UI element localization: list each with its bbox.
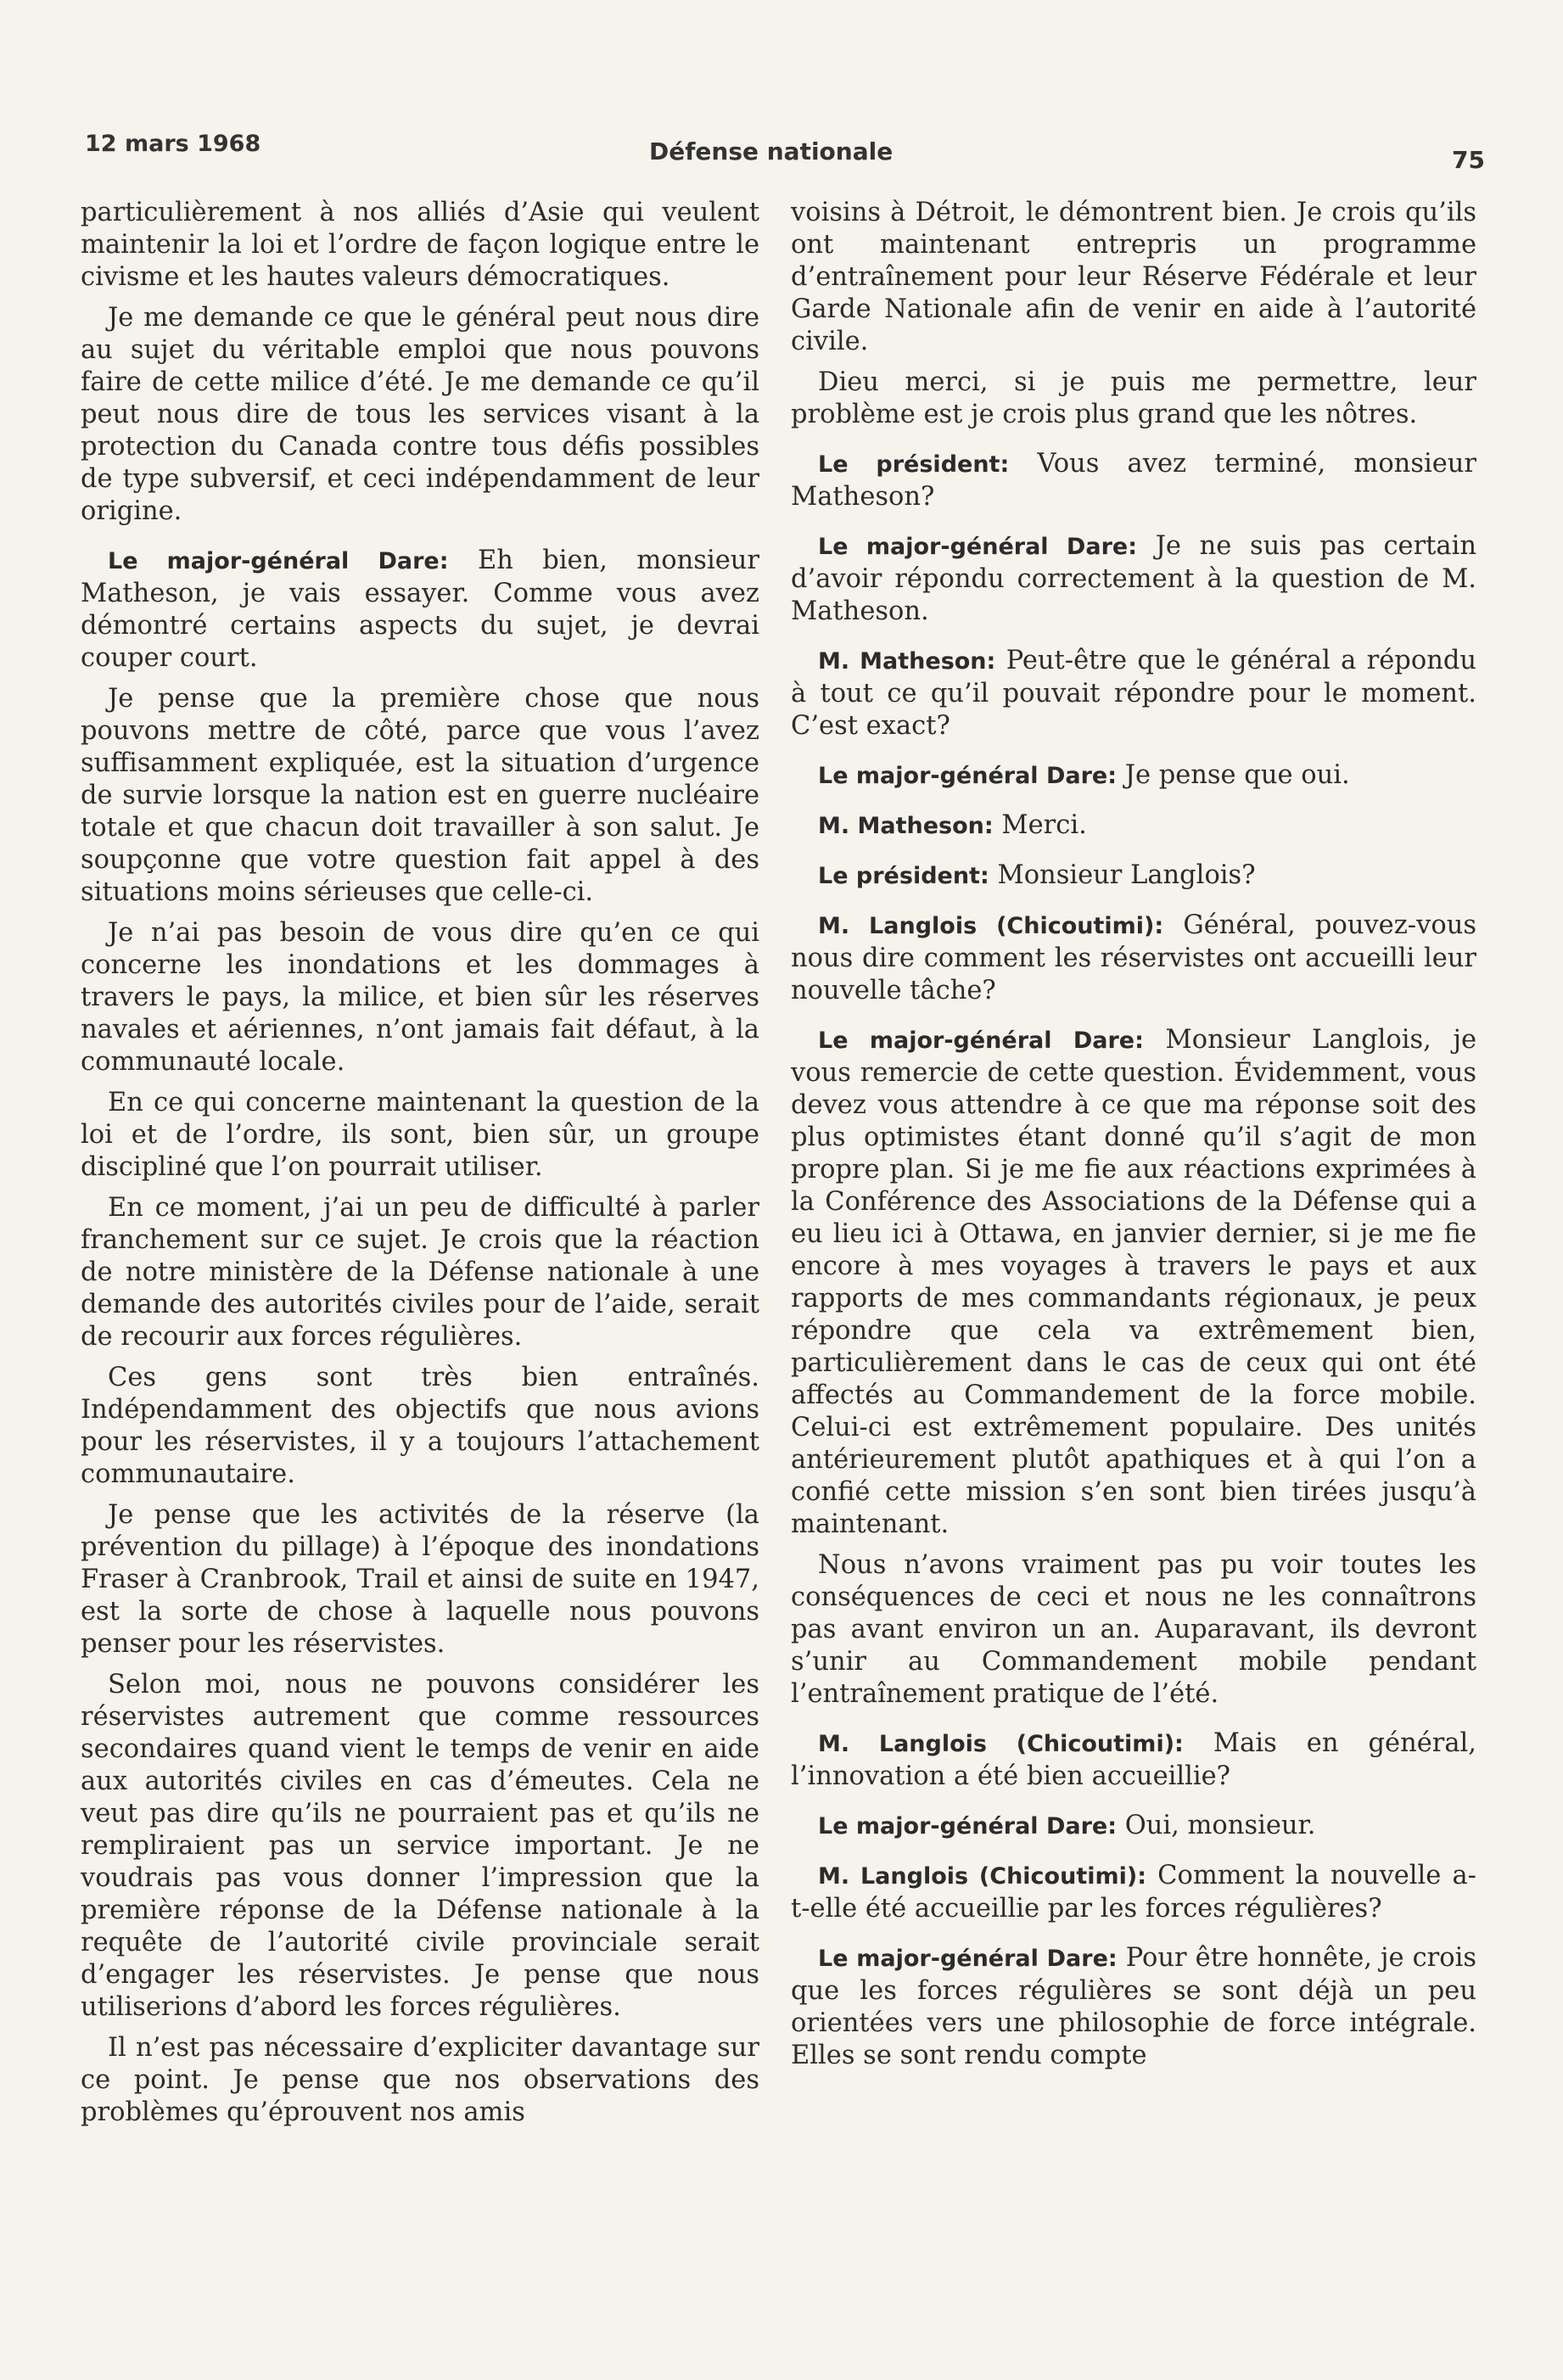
paragraph-text: Général, pouvez-vous nous dire comment les réservistes ont accueilli leur nouvelle tâche? [791,910,1476,1005]
speaker-name: M. Langlois (Chicoutimi): [818,1863,1147,1890]
paragraph-text: particulièrement à nos alliés d’Asie qui veulent maintenir la loi et l’ordre de façon logique entre le civisme et les hautes valeurs démocratiques. [81,198,759,292]
paragraph [81,683,759,909]
speech-paragraph [791,1728,1476,1793]
paragraph-text: Vous avez terminé, monsieur Matheson? [791,449,1477,512]
paragraph-text: Monsieur Langlois? [997,860,1256,890]
speech-paragraph [791,1860,1476,1925]
paragraph-text: Merci. [1001,810,1087,840]
paragraph [81,1669,759,2024]
speaker-name: M. Matheson: [818,813,994,839]
paragraph-text: Nous n’avons vraiment pas pu voir toutes les conséquences de ceci et nous ne les connaîtrons pas avant environ un an. Auparavant, ils devront s’unir au Commandement mobile pendant l’entraînement pratique de l’été. [791,1550,1476,1709]
speech-paragraph [791,645,1476,742]
speech-paragraph [791,759,1476,792]
speaker-name: Le major-général Dare: [818,763,1118,789]
paragraph-text: En ce qui concerne maintenant la question de la loi et de l’ordre, ils sont, bien sûr, un groupe discipliné que l’on pourrait utiliser. [81,1088,759,1182]
paragraph-text: Je pense que la première chose que nous pouvons mettre de côté, parce que vous l’avez suffisamment expliquée, est la situation d’urgence de survie lorsque la nation est en guerre nucléaire totale et que chacun doit travailler à son salut. Je soupçonne que votre question fait appel à des situations moins sérieuses que celle-ci. [81,684,759,907]
paragraph [81,1192,759,1353]
speech-paragraph [791,910,1476,1007]
speaker-name: Le major-général Dare: [818,1946,1118,1972]
paragraph [81,1499,759,1660]
paragraph-text: Je pense que les activités de la réserve (la prévention du pillage) à l’époque des inondations Fraser à Cranbrook, Trail et ainsi de suite en 1947, est la sorte de chose à laquelle nous pouvons penser pour les réservistes. [81,1500,759,1659]
speaker-name: Le major-général Dare: [818,534,1137,560]
paragraph-text: Selon moi, nous ne pouvons considérer les réservistes autrement que comme ressources secondaires quand vient le temps de venir en aide aux autorités civiles en cas d’émeutes. Cela ne veut pas dire qu’ils ne pourraient pas et qu’ils ne rempliraient pas un service important. Je ne voudrais pas vous donner l’impression que la première réponse de la Défense nationale à la requête de l’autorité civile provinciale serait d’engager les réservistes. Je pense que nous utiliserions d’abord les forces régulières. [81,1670,759,2022]
speaker-name: M. Matheson: [818,648,996,675]
paragraph-text: Je n’ai pas besoin de vous dire qu’en ce qui concerne les inondations et les dommages à travers le pays, la milice, et bien sûr les réserves navales et aériennes, n’ont jamais fait défaut, à la communauté locale. [81,918,759,1077]
paragraph-text: Dieu merci, si je puis me permettre, leur problème est je crois plus grand que les nôtres. [791,367,1476,429]
speaker-name: M. Langlois (Chicoutimi): [818,1731,1184,1757]
paragraph-text: Je ne suis pas certain d’avoir répondu correctement à la question de M. Matheson. [791,531,1476,626]
speaker-name: Le président: [818,863,989,889]
paragraph [81,302,759,528]
paragraph-text: Oui, monsieur. [1124,1811,1316,1840]
paragraph [791,1549,1476,1711]
page-header [85,126,1485,176]
speech-paragraph [791,1942,1476,2072]
paragraph-text: Il n’est pas nécessaire d’expliciter davantage sur ce point. Je pense que nos observations des problèmes qu’éprouvent nos amis [81,2033,759,2127]
page-number: 75 [1452,146,1485,174]
speaker-name: Le président: [818,451,1010,478]
paragraph-text: Pour être honnête, je crois que les forces régulières se sont déjà un peu orientées vers une philosophie de force intégrale. Elles se sont rendu compte [791,1943,1476,2070]
paragraph [81,1362,759,1491]
paragraph-text: voisins à Détroit, le démontrent bien. Je crois qu’ils ont maintenant entrepris un programme d’entraînement pour leur Réserve Fédérale et leur Garde Nationale afin de venir en aide à l’autorité civile. [791,198,1476,356]
paragraph-text: Peut-être que le général a répondu à tout ce qu’il pouvait répondre pour le moment. C’est exact? [791,646,1477,741]
paragraph [791,197,1476,358]
right-column [791,197,1476,2080]
speech-paragraph [81,545,759,675]
header-date: 12 mars 1968 [85,131,261,157]
speaker-name: Le major-général Dare: [818,1813,1118,1840]
paragraph [81,1087,759,1184]
speaker-name: Le major-général Dare: [818,1028,1144,1054]
paragraph-text: Eh bien, monsieur Matheson, je vais essayer. Comme vous avez démontré certains aspects du sujet, je devrai couper court. [81,546,759,673]
paragraph [81,917,759,1078]
paragraph-text: Monsieur Langlois, je vous remercie de cette question. Évidemment, vous devez vous attendre à ce que ma réponse soit des plus optimistes étant donné qu’il s’agit de mon propre plan. Si je me fie aux réactions exprimées à la Conférence des Associations de la Défense qui a eu lieu ici à Ottawa, en janvier dernier, si je me fie encore à mes voyages à travers le pays et aux rapports de mes commandants régionaux, je peux répondre que cela va extrêmement bien, particulièrement dans le cas de ceux qui ont été affectés au Commandement de la force mobile. Celui-ci est extrêmement populaire. Des unités antérieurement plutôt apathiques et à qui l’on a confié cette mission s’en sont bien tirées jusqu’à maintenant. [791,1025,1476,1539]
paragraph-text: En ce moment, j’ai un peu de difficulté à parler franchement sur ce sujet. Je crois que la réaction de notre ministère de la Défense nationale à une demande des autorités civiles pour de l’aide, serait de recourir aux forces régulières. [81,1193,759,1352]
paragraph [81,2032,759,2129]
paragraph-text: Je pense que oui. [1124,760,1350,790]
speech-paragraph [791,809,1476,843]
left-column [81,197,759,2137]
header-title: Défense nationale [649,137,894,165]
speaker-name: Le major-général Dare: [108,548,449,574]
speech-paragraph [791,448,1476,513]
speech-paragraph [791,530,1476,628]
paragraph-text: Mais en général, l’innovation a été bien accueillie? [791,1728,1477,1791]
paragraph-text: Je me demande ce que le général peut nous dire au sujet du véritable emploi que nous pouvons faire de cette milice d’été. Je me demande ce qu’il peut nous dire de tous les services visant à la protection du Canada contre tous défis possibles de type subversif, et ceci indépendamment de leur origine. [81,303,759,526]
speech-paragraph [791,1810,1476,1843]
speech-paragraph [791,1024,1476,1541]
paragraph [81,197,759,294]
speaker-name: M. Langlois (Chicoutimi): [818,913,1164,939]
speech-paragraph [791,860,1476,893]
paragraph-text: Ces gens sont très bien entraînés. Indépendamment des objectifs que nous avions pour les réservistes, il y a toujours l’attachement communautaire. [81,1363,759,1489]
paragraph [791,367,1476,431]
paragraph-text: Comment la nouvelle a-t-elle été accueillie par les forces régulières? [791,1861,1476,1924]
